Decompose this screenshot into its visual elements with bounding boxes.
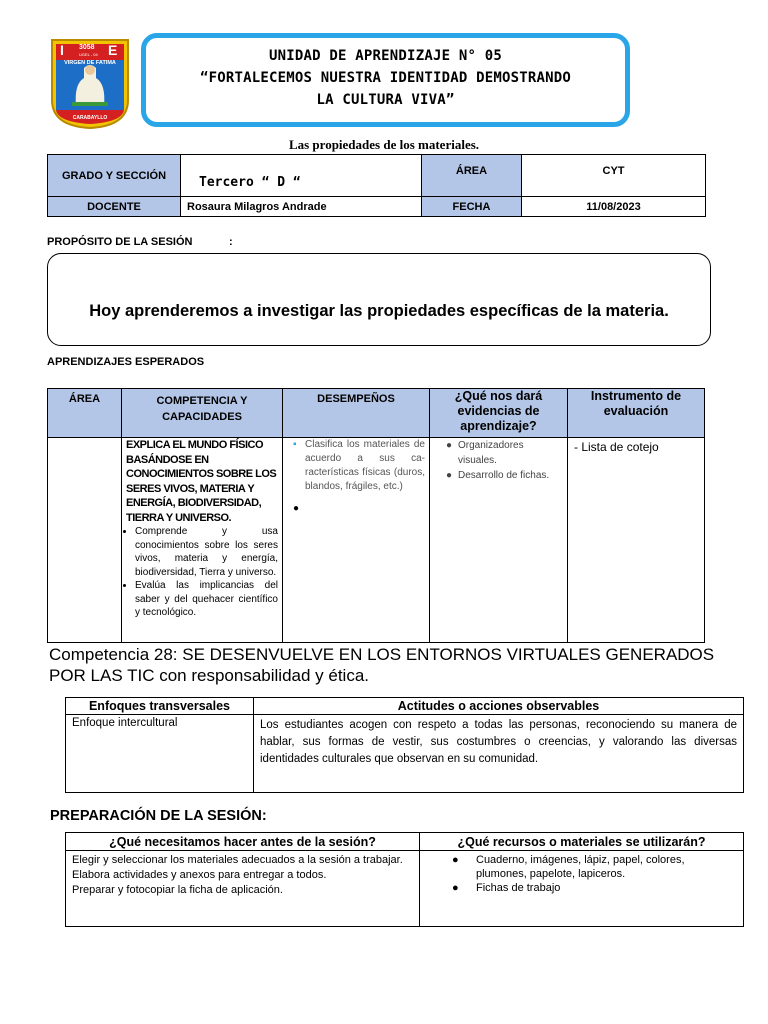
grade-value: Tercero “ D “ (181, 155, 422, 197)
resource-item (452, 881, 737, 895)
resource-text: Cuaderno, imágenes, lápiz, papel, colores, plumones, papelote, lapiceros. (476, 854, 685, 880)
date-label: FECHA (422, 197, 522, 217)
resource-item (452, 853, 737, 881)
evidence-item (446, 438, 563, 468)
bullet-icon: ● (446, 440, 453, 451)
resources-cell (420, 851, 744, 927)
bullet-icon: ● (446, 470, 453, 481)
purpose-label: PROPÓSITO DE LA SESIÓN (47, 236, 193, 248)
capacity-item: • Evalúa las implicancias del saber y del quehacer científico y tecnológico. (135, 579, 278, 620)
evidence-text: Organizadores visuales. (458, 440, 524, 466)
resource-text: Fichas de trabajo (476, 882, 561, 894)
logo-place: CARABAYLLO (72, 115, 108, 121)
bullet-icon: ● (452, 854, 459, 866)
logo-number: 3058 (79, 44, 95, 51)
col-attitudes: Actitudes o acciones observables (254, 698, 744, 715)
col-competence: COMPETENCIA Y CAPACIDADES (122, 389, 283, 438)
area-label: ÁREA (422, 155, 522, 197)
competence-title: EXPLICA EL MUNDO FÍSICO BASÁNDOSE EN CONOCIMIENTOS SOBRE LOS SERES VIVOS, MATERIA Y ENERGÍA, BIODIVERSIDAD, TIERRA Y UNIVERSO. (126, 439, 277, 524)
approach-cell: Enfoque intercultural (66, 715, 254, 793)
performances-cell (283, 438, 430, 643)
teacher-label: DOCENTE (48, 197, 181, 217)
evidence-cell (430, 438, 568, 643)
competence-cell (122, 438, 283, 643)
evidence-item (446, 468, 563, 483)
col-resources: ¿Qué recursos o materiales se utilizarán? (420, 833, 744, 851)
competence-28: Competencia 28: SE DESENVUELVE EN LOS ENTORNOS VIRTUALES GENERADOS POR LAS TIC con responsabilidad y ética. (49, 645, 715, 685)
bullet-icon: ● (293, 503, 300, 514)
square-bullet-icon: ▪ (293, 439, 297, 450)
area-value: CYT (522, 155, 706, 197)
session-subtitle: Las propiedades de los materiales. (288, 137, 480, 152)
attitude-cell: Los estudiantes acogen con respeto a todas las personas, reconociendo su manera de hablar, sus formas de vestir, sus costumbres o creencias, y valorando las diversas identidades culturales que observan en su comunidad. (254, 715, 744, 793)
expected-learning-label: APRENDIZAJES ESPERADOS (47, 356, 205, 368)
unit-header (141, 33, 630, 127)
logo-letter-i: I (60, 42, 64, 58)
col-approach: Enfoques transversales (66, 698, 254, 715)
grade-label: GRADO Y SECCIÓN (48, 155, 181, 197)
before-item: Preparar y fotocopiar la ficha de aplicación. (72, 884, 283, 896)
learning-table (47, 388, 705, 643)
evidence-text: Desarrollo de fichas. (458, 470, 550, 481)
teacher-value: Rosaura Milagros Andrade (181, 197, 422, 217)
unit-name-line1: “FORTALECEMOS NUESTRA IDENTIDAD DEMOSTRANDO (199, 70, 572, 86)
capacity-item: • Comprende y usa conocimientos sobre los seres vivos, materia y energía, biodiversidad, Tierra y universo. (135, 525, 278, 579)
logo-school-name: VIRGEN DE FATIMA (64, 60, 116, 66)
col-instrument: Instrumento de evaluación (568, 389, 705, 438)
unit-name-line2: LA CULTURA VIVA” (316, 92, 455, 108)
col-evidence: ¿Qué nos dará evidencias de aprendizaje? (430, 389, 568, 438)
preparation-title: PREPARACIÓN DE LA SESIÓN: (50, 808, 267, 824)
col-before-session: ¿Qué necesitamos hacer antes de la sesión? (66, 833, 420, 851)
performance-text: Clasifica los materiales de acuerdo a sus ca-racterísticas físicas (duros, blandos, frágiles, etc.) (305, 439, 425, 492)
before-session-cell (66, 851, 420, 927)
transversal-table (65, 697, 744, 793)
col-area: ÁREA (48, 389, 122, 438)
bullet-icon: ● (452, 882, 459, 894)
before-item: Elabora actividades y anexos para entregar a todos. (72, 869, 327, 881)
purpose-text: Hoy aprenderemos a investigar las propiedades específicas de la materia. (89, 302, 669, 320)
session-info-table (47, 154, 706, 217)
preparation-table (65, 832, 744, 927)
school-logo (50, 38, 130, 130)
date-value: 11/08/2023 (522, 197, 706, 217)
logo-ugel: UGEL - 04 (79, 52, 98, 57)
before-item: Elegir y seleccionar los materiales adecuados a la sesión a trabajar. (72, 854, 403, 866)
performance-item (293, 438, 425, 494)
logo-letter-e: E (108, 42, 118, 58)
purpose-box (47, 253, 711, 346)
col-performances: DESEMPEÑOS (283, 389, 430, 438)
area-cell (48, 438, 122, 643)
purpose-colon: : (229, 236, 233, 248)
unit-title: UNIDAD DE APRENDIZAJE N° 05 (269, 48, 502, 64)
instrument-cell: - Lista de cotejo (568, 438, 705, 643)
